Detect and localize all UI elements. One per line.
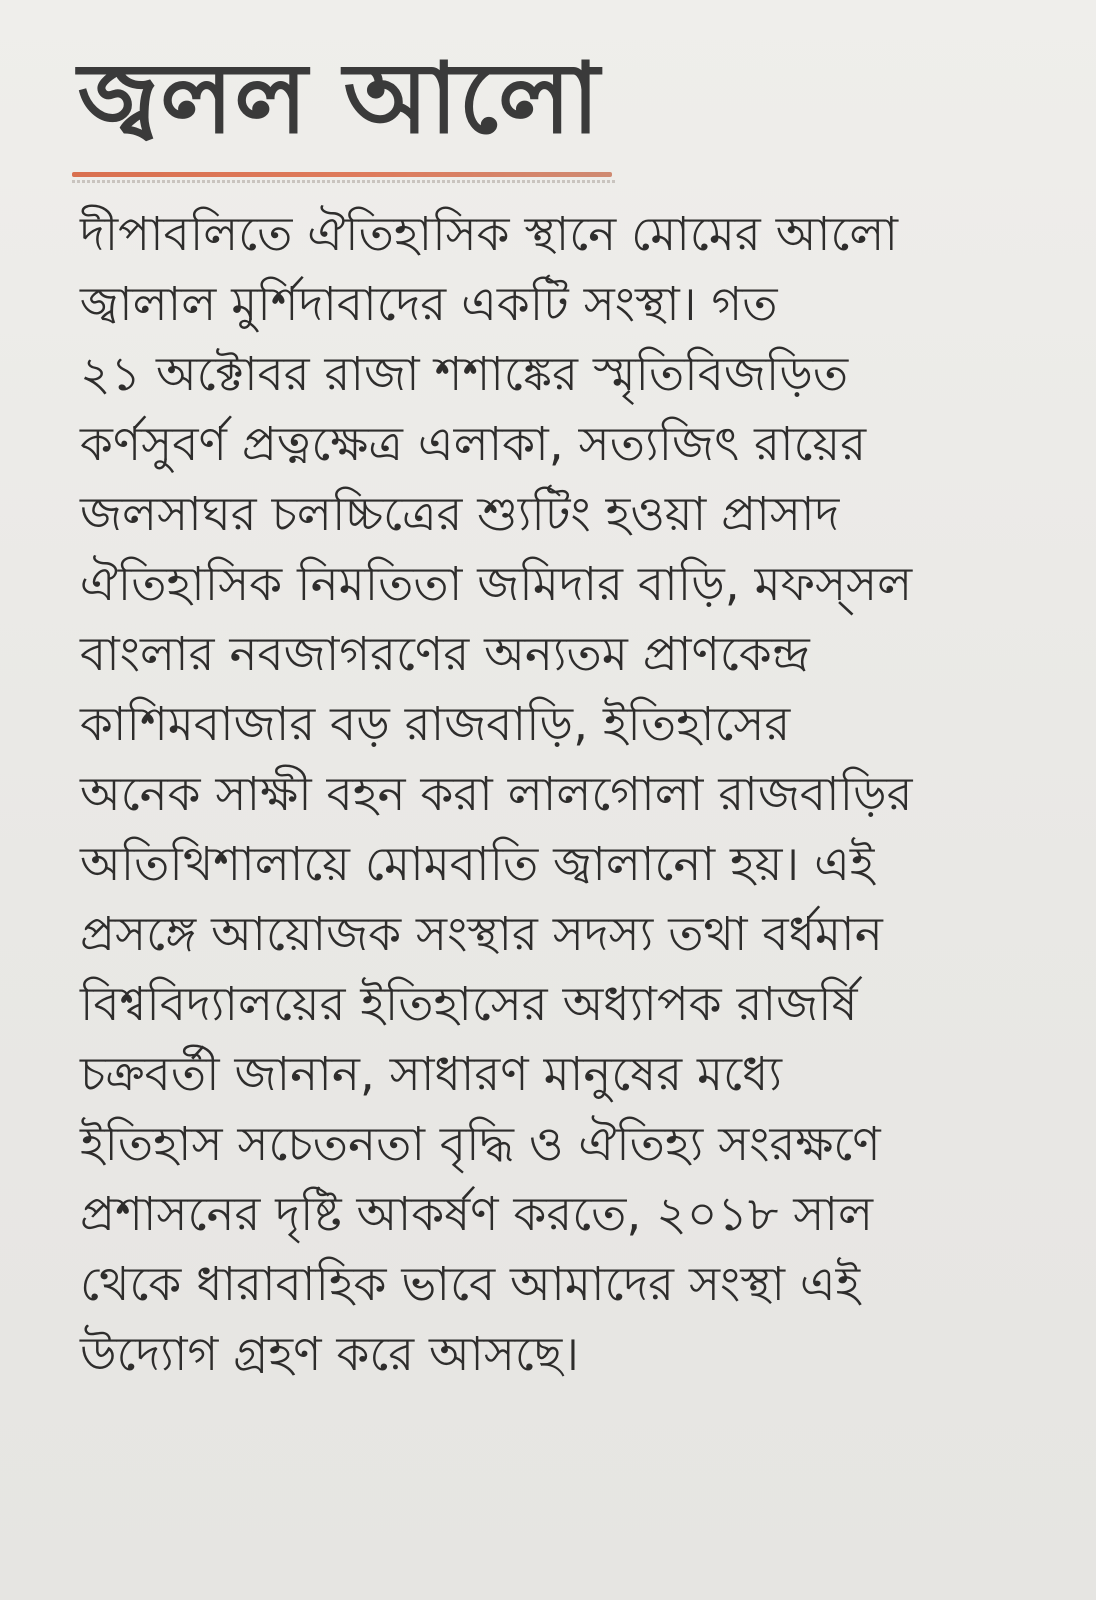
article-line: কাশিমবাজার বড় রাজবাড়ি, ইতিহাসের — [80, 697, 791, 752]
article-line: ইতিহাস সচেতনতা বৃদ্ধি ও ঐতিহ্য সংরক্ষণে — [80, 1117, 881, 1172]
article-line: বিশ্ববিদ্যালয়ের ইতিহাসের অধ্যাপক রাজর্ষি — [80, 977, 858, 1032]
article-line: চক্রবর্তী জানান, সাধারণ মানুষের মধ্যে — [80, 1047, 782, 1102]
article-line: অনেক সাক্ষী বহন করা লালগোলা রাজবাড়ির — [80, 767, 913, 822]
article-line: ২১ অক্টোবর রাজা শশাঙ্কের স্মৃতিবিজড়িত — [80, 347, 849, 402]
article-line: উদ্যোগ গ্রহণ করে আসছে। — [80, 1327, 580, 1382]
article-line: জলসাঘর চলচ্চিত্রের শ্যুটিং হওয়া প্রাসাদ — [80, 487, 840, 542]
article-line: ঐতিহাসিক নিমতিতা জমিদার বাড়ি, মফস্‌সল — [80, 557, 913, 612]
article-line: কর্ণসুবর্ণ প্রত্নক্ষেত্র এলাকা, সত্যজিৎ রায়ের — [80, 417, 867, 472]
headline-underline — [72, 172, 612, 177]
article-line: জ্বালাল মুর্শিদাবাদের একটি সংস্থা। গত — [80, 277, 778, 332]
article-line: প্রসঙ্গে আয়োজক সংস্থার সদস্য তথা বর্ধমান — [80, 907, 883, 962]
article-line: অতিথিশালায়ে মোমবাতি জ্বালানো হয়। এই — [80, 837, 875, 892]
headline: জ্বলল আলো — [78, 42, 601, 156]
article-body — [80, 200, 1080, 1390]
headline-underline-shadow — [72, 180, 617, 183]
article-line: দীপাবলিতে ঐতিহাসিক স্থানে মোমের আলো — [80, 207, 899, 262]
article-line: বাংলার নবজাগরণের অন্যতম প্রাণকেন্দ্র — [80, 627, 810, 682]
article-line: থেকে ধারাবাহিক ভাবে আমাদের সংস্থা এই — [80, 1257, 861, 1312]
article-line: প্রশাসনের দৃষ্টি আকর্ষণ করতে, ২০১৮ সাল — [80, 1187, 874, 1242]
